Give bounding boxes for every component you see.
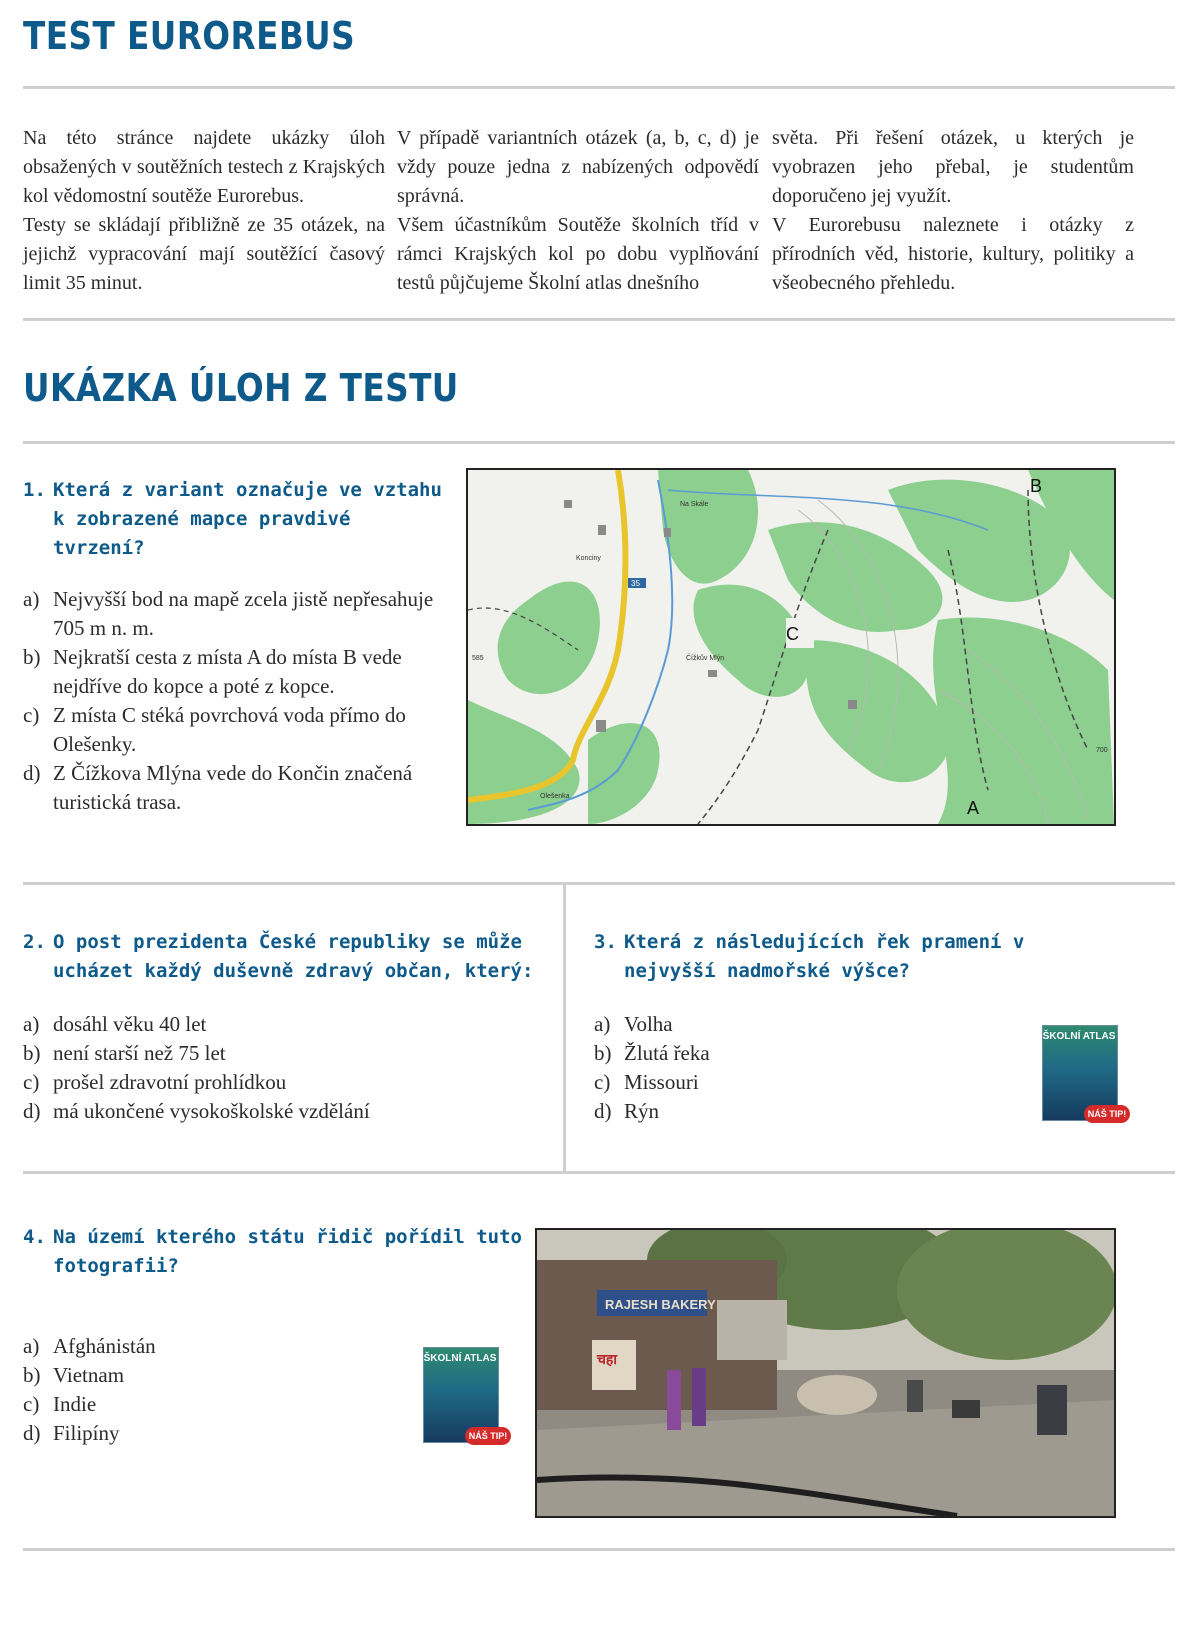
building xyxy=(598,525,606,535)
option xyxy=(23,1068,543,1097)
option xyxy=(594,1068,894,1097)
option-text: Indie xyxy=(53,1392,97,1416)
building xyxy=(708,670,717,677)
point-a-label: A xyxy=(967,798,980,818)
place-label: Olešenka xyxy=(540,793,570,800)
building xyxy=(564,500,572,508)
option xyxy=(23,701,443,759)
intro-column-2 xyxy=(397,124,759,298)
page-title: TEST EUROREBUS xyxy=(23,14,356,58)
option-letter: c) xyxy=(23,1070,40,1094)
question-3-options xyxy=(594,1010,894,1126)
option-text: má ukončené vysokoškolské vzdělání xyxy=(53,1099,370,1123)
option-letter: a) xyxy=(594,1012,611,1036)
divider xyxy=(23,1171,1175,1174)
option-letter: b) xyxy=(23,1363,41,1387)
question-3 xyxy=(594,928,1114,986)
intro-paragraph: Na této stránce najdete ukázky úloh obsažených v soutěžních testech z Krajských kol vědomostní soutěže Eurorebus. xyxy=(23,127,385,207)
option-letter: a) xyxy=(23,1334,40,1358)
option xyxy=(23,759,443,817)
divider xyxy=(23,1548,1175,1551)
option-text: není starší než 75 let xyxy=(53,1041,226,1065)
divider xyxy=(23,882,1175,885)
option-letter: b) xyxy=(594,1041,612,1065)
option-text: Nejkratší cesta z místa A do místa B vede nejdříve do kopce a poté z kopce. xyxy=(53,645,402,698)
option xyxy=(23,1390,323,1419)
option-text: prošel zdravotní prohlídkou xyxy=(53,1070,287,1094)
intro-paragraph: V Eurorebusu naleznete i otázky z přírodních věd, historie, kultury, politiky a všeobecného přehledu. xyxy=(772,214,1134,294)
atlas-title: ŠKOLNÍ ATLAS xyxy=(1042,1031,1116,1042)
option xyxy=(23,585,443,643)
shop-sign-text: RAJESH BAKERY xyxy=(605,1297,716,1312)
option-letter: d) xyxy=(23,1099,41,1123)
option-text: Vietnam xyxy=(53,1363,125,1387)
intro-paragraph: V případě variantních otázek (a, b, c, d) je vždy pouze jedna z nabízených odpovědí správná. xyxy=(397,127,759,207)
option-text: Z Čížkova Mlýna vede do Končin značená turistická trasa. xyxy=(53,761,413,814)
question-number: 1. xyxy=(23,479,46,501)
question-4 xyxy=(23,1223,523,1281)
option-letter: a) xyxy=(23,1012,40,1036)
question-text: Na území kterého státu řidič pořídil tuto fotografii? xyxy=(53,1226,522,1277)
option-letter: c) xyxy=(23,1392,40,1416)
place-label: Konciny xyxy=(576,555,601,562)
street-photo xyxy=(535,1228,1116,1518)
question-text: Která z následujících řek pramení v nejvyšší nadmořské výšce? xyxy=(624,931,1025,982)
option xyxy=(23,643,443,701)
option-text: Filipíny xyxy=(53,1421,120,1445)
point-b-label: B xyxy=(1030,476,1043,496)
option xyxy=(23,1332,323,1361)
option xyxy=(23,1010,543,1039)
photo-graphic xyxy=(537,1230,1114,1516)
option-letter: b) xyxy=(23,1041,41,1065)
question-1-options xyxy=(23,585,443,817)
option xyxy=(23,1097,543,1126)
section-title: UKÁZKA ÚLOH Z TESTU xyxy=(23,366,459,410)
car xyxy=(797,1375,877,1415)
option-text: Missouri xyxy=(624,1070,699,1094)
tea-sign-text: चहा xyxy=(597,1352,617,1368)
intro-paragraph: Všem účastníkům Soutěže školních tříd v rámci Krajských kol po dobu vyplňování testů půjčujeme Školní atlas dnešního xyxy=(397,214,759,294)
option-letter: a) xyxy=(23,587,40,611)
person xyxy=(667,1370,681,1430)
motorcyclist xyxy=(1037,1385,1067,1435)
intro-column-1 xyxy=(23,124,385,298)
option-letter: d) xyxy=(23,1421,41,1445)
intro-paragraph: Testy se skládají přibližně ze 35 otázek, na jejichž vypracování mají soutěžící časový limit 35 minut. xyxy=(23,214,385,294)
point-c-label: C xyxy=(786,624,799,644)
road-barrier xyxy=(952,1400,980,1418)
option xyxy=(23,1039,543,1068)
question-2-options xyxy=(23,1010,543,1126)
intro-paragraph: světa. Při řešení otázek, u kterých je vyobrazen jeho přebal, je studentům doporučeno jej využít. xyxy=(772,127,1134,207)
question-number: 4. xyxy=(23,1226,46,1248)
option-letter: c) xyxy=(594,1070,611,1094)
option xyxy=(23,1361,323,1390)
option-text: Volha xyxy=(624,1012,673,1036)
topographic-map xyxy=(466,468,1116,826)
option-letter: b) xyxy=(23,645,41,669)
tip-badge: NÁŠ TIP! xyxy=(1084,1105,1130,1123)
map-graphic xyxy=(468,470,1114,824)
divider xyxy=(23,86,1175,89)
building xyxy=(664,528,671,537)
motorcyclist xyxy=(907,1380,923,1412)
option-letter: d) xyxy=(594,1099,612,1123)
question-2 xyxy=(23,928,543,986)
question-number: 3. xyxy=(594,931,617,953)
building xyxy=(596,720,606,732)
option xyxy=(594,1039,894,1068)
shop-building xyxy=(717,1300,787,1360)
road-number: 35 xyxy=(631,579,640,588)
spot-height: 700 xyxy=(1096,747,1108,754)
intro-column-3 xyxy=(772,124,1134,298)
question-1 xyxy=(23,476,443,563)
tip-badge: NÁŠ TIP! xyxy=(465,1427,511,1445)
atlas-title: ŠKOLNÍ ATLAS xyxy=(423,1353,497,1364)
option-letter: c) xyxy=(23,703,40,727)
option-text: Žlutá řeka xyxy=(624,1041,710,1065)
question-4-options xyxy=(23,1332,323,1448)
person xyxy=(692,1368,706,1426)
column-divider xyxy=(563,884,566,1172)
building xyxy=(848,700,857,709)
question-number: 2. xyxy=(23,931,46,953)
question-text: Která z variant označuje ve vztahu k zobrazené mapce pravdivé tvrzení? xyxy=(53,479,442,559)
divider xyxy=(23,441,1175,444)
option xyxy=(594,1097,894,1126)
option-text: Rýn xyxy=(624,1099,660,1123)
option-text: Afghánistán xyxy=(53,1334,156,1358)
option-text: dosáhl věku 40 let xyxy=(53,1012,207,1036)
option xyxy=(594,1010,894,1039)
spot-height: 585 xyxy=(472,655,484,662)
option xyxy=(23,1419,323,1448)
option-text: Z místa C stéká povrchová voda přímo do Olešenky. xyxy=(53,703,406,756)
option-text: Nejvyšší bod na mapě zcela jistě nepřesahuje 705 m n. m. xyxy=(53,587,434,640)
divider xyxy=(23,318,1175,321)
place-label: Čížkův Mlýn xyxy=(686,655,725,662)
place-label: Na Skále xyxy=(680,501,709,508)
option-letter: d) xyxy=(23,761,41,785)
question-text: O post prezidenta České republiky se může ucházet každý duševně zdravý občan, který: xyxy=(53,931,534,982)
